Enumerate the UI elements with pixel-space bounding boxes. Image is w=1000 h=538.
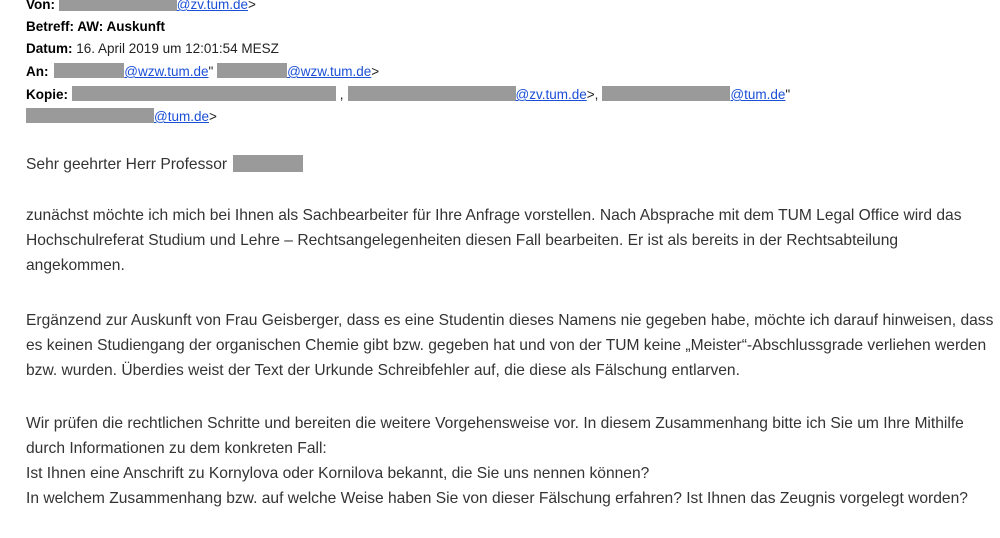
to-label: An: (26, 64, 49, 79)
redacted-block (26, 108, 154, 123)
paragraph-2-text: Ergänzend zur Auskunft von Frau Geisberger, dass es eine Studentin dieses Namens nie gegeben habe, möchte ich darauf hinweisen, dass es keinen Studiengang der organischen Chemie gibt bzw. gegeben hat und von der TUM keine „Meister“-Abschlussgrade verliehen werden bzw. wurden. Überdies weist der Text der Urkunde Schreibfehler auf, die diese als Fälschung entlarven. (26, 312, 994, 379)
redacted-block (233, 155, 303, 172)
redacted-block (72, 86, 336, 101)
date-line (26, 40, 279, 58)
cc-line (26, 86, 790, 104)
subject-text: Betreff: AW: Auskunft (26, 19, 165, 34)
cc-line-2 (26, 108, 217, 126)
date-label: Datum: (26, 41, 73, 56)
cc-email-link-1[interactable]: @zv.tum.de (515, 87, 587, 102)
subject-line (26, 18, 165, 36)
to-close: > (371, 64, 380, 79)
cc-sep-1: , (339, 87, 344, 102)
greeting (26, 152, 996, 177)
to-email-link-1[interactable]: @wzw.tum.de (124, 64, 209, 79)
redacted-block (602, 86, 730, 101)
cc-quote: " (785, 87, 791, 102)
paragraph-2 (26, 308, 996, 383)
from-line (26, 0, 256, 14)
redacted-block (348, 86, 516, 101)
greeting-text: Sehr geehrter Herr Professor (26, 156, 228, 173)
from-label: Von: (26, 0, 55, 12)
paragraph-1 (26, 203, 996, 278)
paragraph-3-line-2: Ist Ihnen eine Anschrift zu Kornylova oder Kornilova bekannt, die Sie uns nennen können? (26, 465, 650, 482)
paragraph-1-text: zunächst möchte ich mich bei Ihnen als Sachbearbeiter für Ihre Anfrage vorstellen. Nach Absprache mit dem TUM Legal Office wird das Hochschulreferat Studium und Lehre – Rechtsangelegenheiten diesen Fall bearbeiten. Er ist als bereits in der Rechtsabteilung angekommen. (26, 207, 962, 274)
redacted-block (54, 63, 124, 78)
cc-email-link-2[interactable]: @tum.de (730, 87, 786, 102)
redacted-block (59, 0, 177, 11)
from-close: > (248, 0, 256, 12)
paragraph-3 (26, 411, 996, 511)
to-quote: " (208, 64, 214, 79)
to-line (26, 63, 379, 81)
from-email-link[interactable]: @zv.tum.de (176, 0, 248, 12)
cc-email-link-3[interactable]: @tum.de (154, 109, 209, 124)
cc-close: > (208, 109, 217, 124)
cc-label: Kopie: (26, 87, 68, 102)
paragraph-3-line-1: Wir prüfen die rechtlichen Schritte und bereiten die weitere Vorgehensweise vor. In diesem Zusammenhang bitte ich Sie um Ihre Mithilfe durch Informationen zu dem konkreten Fall: (26, 415, 964, 457)
date-value: 16. April 2019 um 12:01:54 MESZ (76, 41, 279, 56)
paragraph-3-line-3: In welchem Zusammenhang bzw. auf welche Weise haben Sie von dieser Fälschung erfahren? Ist Ihnen das Zeugnis vorgelegt worden? (26, 490, 968, 507)
to-email-link-2[interactable]: @wzw.tum.de (287, 64, 372, 79)
cc-sep-2: >, (586, 87, 599, 102)
redacted-block (217, 63, 287, 78)
